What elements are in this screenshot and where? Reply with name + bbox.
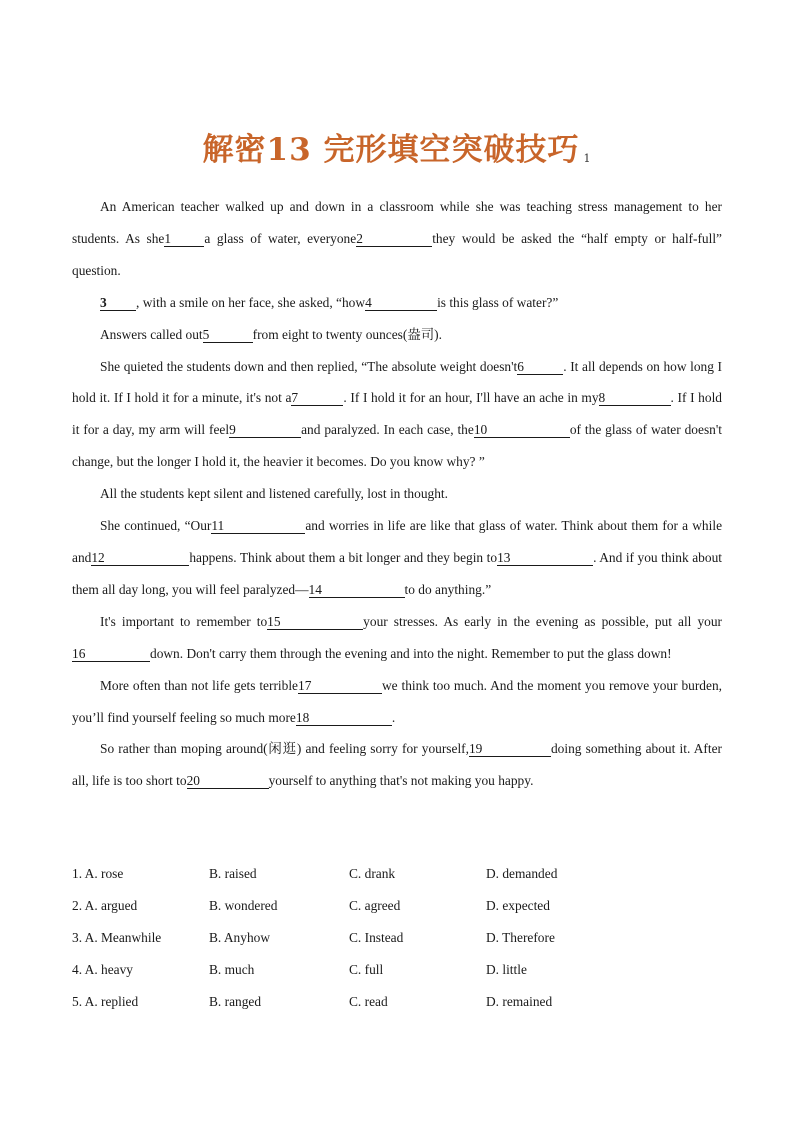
option-b: B. raised [209,866,257,881]
blank-4: 4 [365,295,437,311]
option-d: D. little [486,961,527,977]
option-c: C. read [349,993,388,1009]
text: yourself to anything that's not making you happy. [268,773,534,789]
text: down. Don't carry them through the evening and into the night. Remember to put the glass down! [150,645,672,661]
text: your stresses. As early in the evening as possible, put all your [363,613,722,629]
blank-12: 12 [91,550,189,566]
text: a glass of water, everyone [204,230,357,246]
option-c: C. full [349,961,384,977]
option-row-5 [72,986,722,1018]
text: . If I hold it for an hour, I'll have an ache in my [343,390,599,406]
option-d: D. Therefore [486,929,555,945]
blank-13: 13 [497,550,593,566]
text: . If I hold it for a day, my arm will feel [72,390,722,438]
paragraph-8 [72,670,722,734]
text: All the students kept silent and listened carefully, lost in thought. [100,486,448,502]
blank-1: 1 [164,231,204,247]
option-a: 5. A. replied [72,993,139,1009]
paragraph-5 [72,478,722,510]
text: is this glass of water?” [437,294,559,310]
text: to do anything.” [404,581,492,597]
blank-6: 6 [517,359,563,375]
text: they would be asked the “half empty or half-full” question. [72,230,722,278]
text: Answers called out [100,326,203,342]
option-d: D. expected [486,897,550,913]
blank-15: 15 [267,614,363,630]
option-a: 3. A. Meanwhile [72,929,162,945]
option-row-1 [72,858,722,890]
option-c: C. agreed [349,897,401,913]
blank-16: 16 [72,646,150,662]
paragraph-3 [72,319,722,351]
option-b: B. ranged [209,993,262,1009]
text: It's important to remember to [100,613,268,629]
title-superscript: 1 [583,152,592,165]
blank-3: 3 [100,295,136,311]
blank-18: 18 [296,710,392,726]
text: So rather than moping around(闲逛) and feeling sorry for yourself, [100,741,469,757]
paragraph-4 [72,351,722,479]
answer-options [72,858,722,1017]
option-b: B. wondered [209,897,278,913]
option-c: C. Instead [349,929,404,945]
blank-20: 20 [187,773,269,789]
blank-19: 19 [469,741,551,757]
title-text: 解密13 完形填空突破技巧 [202,132,580,168]
blank-11: 11 [211,518,305,534]
paragraph-1 [72,191,722,287]
option-row-3 [72,922,722,954]
blank-2: 2 [356,231,432,247]
text: She continued, “Our [100,518,212,534]
option-b: B. much [209,961,255,977]
text: from eight to twenty ounces(盎司). [252,326,442,342]
text: and paralyzed. In each case, the [301,422,474,438]
blank-9: 9 [229,422,301,438]
paragraph-9 [72,733,722,797]
text: happens. Think about them a bit longer and they begin to [189,549,498,565]
text: and worries in life are like that glass of water. Think about them for a while and [72,518,723,565]
blank-7: 7 [291,390,343,406]
page-title [0,124,794,169]
option-a: 1. A. rose [72,866,124,881]
text: doing something about it. After all, life is too short to [72,741,722,789]
option-row-2 [72,890,722,922]
text: . [391,709,396,725]
paragraph-6 [72,510,722,606]
option-c: C. drank [349,866,396,881]
text: , with a smile on her face, she asked, “how [136,294,366,310]
blank-5: 5 [203,327,253,343]
text: . It all depends on how long I hold it. If I hold it for a minute, it's not a [72,358,722,406]
text: She quieted the students down and then replied, “The absolute weight doesn't [100,358,518,374]
passage [72,191,722,797]
paragraph-2 [72,287,722,319]
blank-17: 17 [298,678,382,694]
text: . And if you think about them all day long, you will feel paralyzed— [72,549,722,597]
text: of the glass of water doesn't change, but the longer I hold it, the heavier it becomes. Do you know why? ” [72,422,722,470]
text: An American teacher walked up and down in a classroom while she was teaching stress management to her students. As she [72,199,722,246]
option-a: 2. A. argued [72,897,138,913]
option-row-4 [72,954,722,986]
blank-8: 8 [599,390,671,406]
blank-14: 14 [309,582,405,598]
text: More often than not life gets terrible [100,677,299,693]
text: we think too much. And the moment you remove your burden, you’ll find yourself feeling so much more [72,677,722,725]
option-d: D. demanded [486,866,558,881]
blank-10: 10 [474,422,570,438]
paragraph-7 [72,606,722,670]
option-a: 4. A. heavy [72,961,133,977]
option-b: B. Anyhow [209,929,271,945]
option-d: D. remained [486,993,553,1009]
